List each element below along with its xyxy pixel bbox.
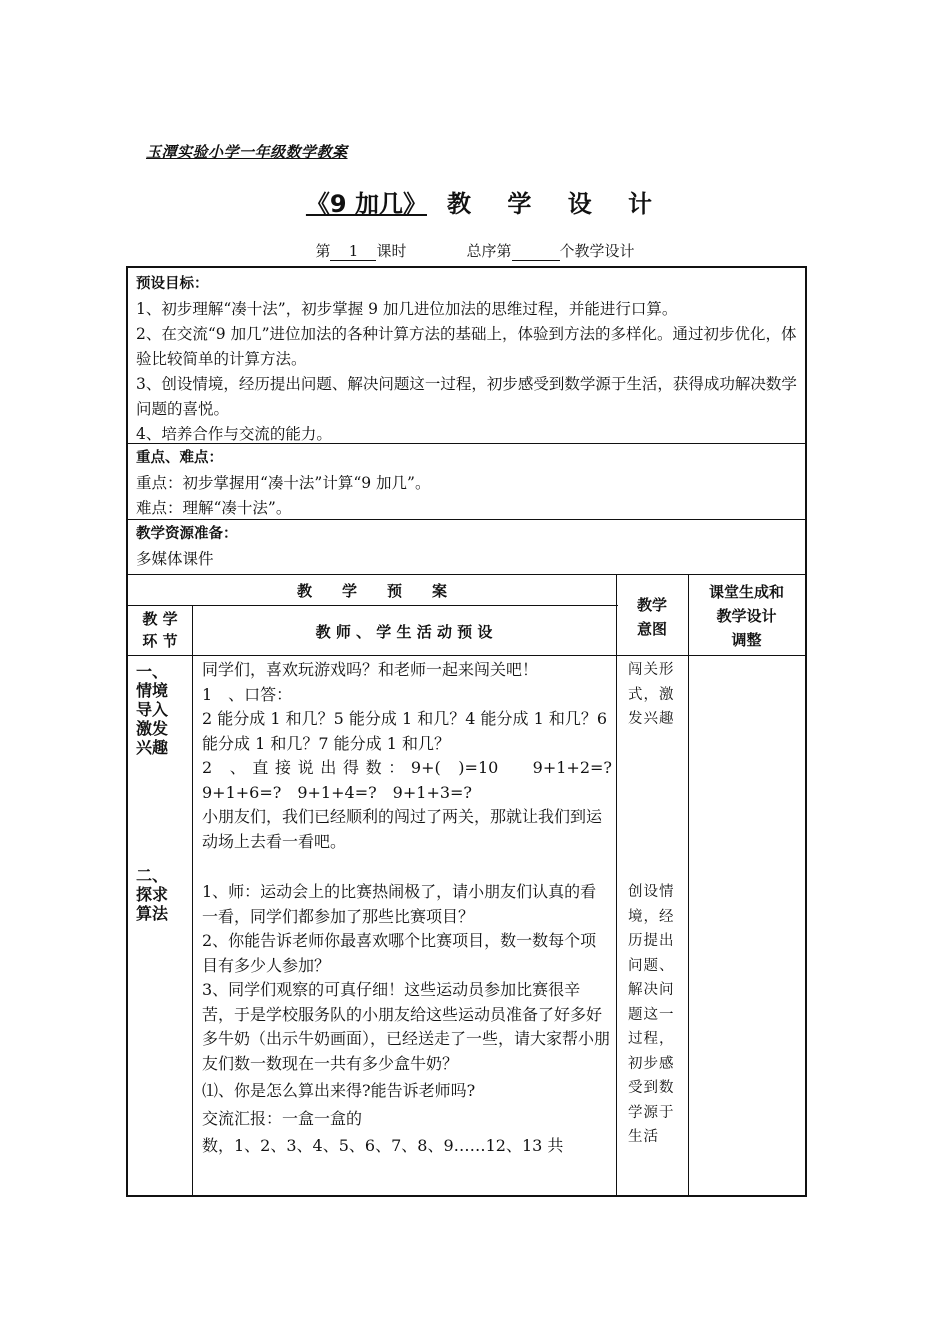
goal-item: 4、培养合作与交流的能力。: [136, 425, 332, 443]
activity-line: 数，1、2、3、4、5、6、7、8、9……12、13 共: [202, 1136, 564, 1155]
goals-heading: 预设目标：: [136, 276, 209, 292]
adjust-header-line2: 教学设计: [716, 607, 777, 625]
resources-heading: 教学资源准备：: [136, 526, 238, 542]
activity-line: 2 能分成 1 和几？5 能分成 1 和几？4 能分成 1 和几？6 能分成 1 和几？7 能分成 1 和几？: [202, 709, 608, 753]
stage-label: 二、 探求 算法: [136, 866, 169, 923]
col-stage-divider: [192, 605, 193, 1195]
goal-item: 1、初步理解“凑十法”，初步掌握 9 加几进位加法的思维过程，并能进行口算。: [136, 300, 678, 318]
stage-activities: [202, 658, 612, 854]
activity-line: 2 、 直 接 说 出 得 数 ： 9+( )=10 9+1+2=?: [202, 758, 612, 777]
goal-item: 3、创设情境，经历提出问题、解决问题这一过程，初步感受到数学源于生活，获得成功解决数学问题的喜悦。: [136, 375, 797, 418]
activity-line: 9+1+6=? 9+1+4=? 9+1+3=?: [202, 782, 473, 802]
activity-line: 2、你能告诉老师你最喜欢哪个比赛项目，数一数每个项目有多少人参加？: [202, 931, 597, 975]
activity-header: 教 师 、 学 生 活 动 预 设: [315, 623, 493, 641]
goal-item: 2、在交流“9 加几”进位加法的各种计算方法的基础上，体验到方法的多样化。通过初步优化，体验比较简单的计算方法。: [136, 325, 797, 368]
keypoints-heading: 重点、难点：: [136, 450, 223, 466]
col-adjust-divider: [688, 574, 689, 1195]
activity-line: 交流汇报：一盒一盒的: [202, 1108, 363, 1128]
stage-intent: 创设情境，经历提出问题、解决问题这一过程，初步感受到数学源于生活: [628, 884, 675, 1145]
adjust-header: [688, 580, 805, 652]
page-title: [0, 184, 950, 219]
adjust-header-line1: 课堂生成和: [708, 583, 784, 601]
lesson-number: 1: [330, 242, 376, 261]
activity-line: 1、师：运动会上的比赛热闹极了，请小朋友们认真的看一看，同学们都参加了那些比赛项目？: [202, 882, 597, 926]
stage-intent: 闯关形式，激发兴趣: [628, 662, 675, 727]
title-design: 教 学 设 计: [446, 190, 667, 218]
rule-resources: [128, 574, 805, 575]
rule-table-header: [128, 655, 805, 656]
activity-line: 1 、口答：: [202, 684, 293, 704]
adjust-header-line3: 调整: [731, 631, 762, 649]
title-lesson-name: 《9 加几》: [305, 190, 427, 218]
rule-plan-subheader: [128, 605, 618, 606]
focus-point: 重点：初步掌握用“凑十法”计算“9 加几”。: [136, 474, 431, 492]
order-suffix: 个教学设计: [559, 242, 635, 260]
stage-header-line1: 教 学: [142, 610, 178, 628]
plan-header: 教 学 预 案: [296, 582, 447, 600]
activity-line: 同学们，喜欢玩游戏吗？和老师一起来闯关吧！: [202, 660, 539, 679]
lesson-plan-table: [126, 266, 807, 1197]
school-title: 玉潭实验小学一年级数学教案: [146, 143, 348, 161]
stage-header: [128, 608, 192, 652]
lesson-info: [0, 240, 950, 261]
lesson-suffix: 课时: [376, 242, 407, 260]
order-prefix: 总序第: [466, 242, 512, 260]
stage-activities: [202, 880, 612, 1159]
order-blank: [512, 242, 560, 261]
activity-line: 小朋友们，我们已经顺利的闯过了两关，那就让我们到运动场上去看一看吧。: [202, 807, 603, 851]
activity-line: 3、同学们观察的可真仔细！这些运动员参加比赛很辛苦，于是学校服务队的小朋友给这些运动员准备了好多好多牛奶（出示牛奶画面），已经送走了一些，请大家帮小朋友们数一数现在一共有多少盒牛奶？: [202, 980, 611, 1073]
difficulty-point: 难点：理解“凑十法”。: [136, 499, 292, 517]
activity-line: ⑴、你是怎么算出来得?能告诉老师吗?: [202, 1081, 476, 1100]
stage-header-line2: 环 节: [142, 632, 178, 650]
resources-section: [136, 522, 797, 572]
resources-content: 多媒体课件: [136, 550, 214, 568]
keypoints-section: [136, 446, 797, 521]
lesson-prefix: 第: [315, 242, 331, 260]
goals-section: [136, 272, 797, 447]
intent-header: 教学 意图: [636, 596, 667, 638]
col-intent-divider: [616, 574, 617, 1195]
stage-label: 一、 情境 导入 激发 兴趣: [136, 662, 169, 757]
